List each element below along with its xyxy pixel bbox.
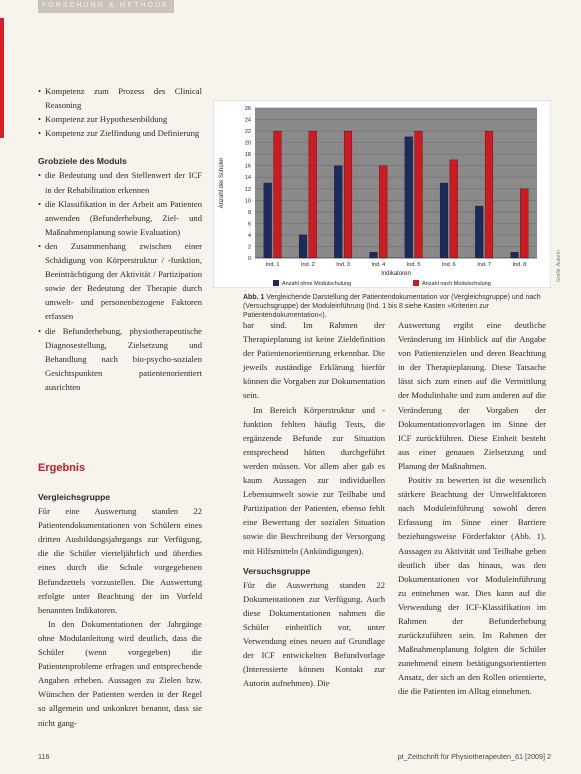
- list-item: • den Zusammenhang zwischen einer Schädigung von Körperstruktur / -funktion, Beeinträchtigung der Aktivität / Partizipation sowie der Bedeutung der Therapie durch umwelt- und personenbezogene Faktoren erfassen: [38, 239, 202, 324]
- plot-background: [255, 108, 537, 258]
- x-tick-label: Ind. 4: [371, 262, 386, 268]
- x-tick-label: Ind. 3: [336, 262, 351, 268]
- x-tick-label: Ind. 8: [512, 262, 527, 268]
- y-tick-label: 8: [247, 209, 251, 216]
- legend-label: Anzahl nach Modulschulung: [422, 281, 491, 287]
- bar: [405, 137, 413, 258]
- y-tick-label: 26: [244, 106, 251, 112]
- goals-heading: Grobziele des Moduls: [38, 156, 127, 167]
- x-tick-label: Ind. 7: [477, 262, 492, 268]
- paragraph: Im Bereich Körperstruktur und -funktion fehlten häufig Tests, die ergänzende Befunde zur Situation entsprechend hätten durchgeführt werden müssen. Vor allem aber gab es kaum Aussagen zur individuellen Lebensumwelt sowie zur Teilhabe und Partizipation der Patienten, ebenso fehlt eine Bewertung der sozialen Situation sowie die Beschreibung der Versorgung mit Hilfsmitteln (Ankündigungen).: [243, 404, 385, 556]
- y-tick-label: 2: [247, 244, 251, 251]
- legend-label: Anzahl ohne Modulschulung: [282, 281, 352, 287]
- list-item: • Kompetenz zur Hypothesenbildung: [38, 112, 202, 126]
- x-tick-label: Ind. 1: [265, 262, 280, 268]
- bar: [450, 160, 458, 258]
- bar: [299, 235, 307, 258]
- y-tick-label: 16: [244, 163, 251, 170]
- bar: [344, 131, 352, 258]
- list-item: • die Klassifikation in der Arbeit am Patienten anwenden (Befunderhebung, Ziel- und Maßnahmenplanung sowie Evaluation): [38, 197, 202, 239]
- x-tick-label: Ind. 5: [406, 262, 421, 268]
- paragraph: Positiv zu bewerten ist die wesentlich stärkere Beachtung der Umweltfaktoren nach Moduleinführung sowohl deren Erfassung im Sinne einer Barriere beziehungsweise Förderfaktor (Abb. 1). Aussagen zu Aktivität und Teilhabe geben deutlich über das hinaus, was den Dokumentationen vor Moduleinführung zu entnehmen war. Dies kann auf die Verwendung der ICF-Klassifikation im Rahmen der Befunderhebung zurückzuführen sein. Im Rahmen der Maßnahmenplanung folgten die Schüler zunehmend einem betätigungsorientierten Ansatz, der sich an den Rollen orientierte, die die Patienten im Alltag einnehmen.: [398, 475, 546, 697]
- accent-bar: [0, 18, 4, 138]
- paragraph: Für eine Auswertung standen 22 Patientendokumentationen von Schülern eines dritten Ausbildungsjahrgangs zur Verfügung, die die Schüler vierteljährlich und überdies eines durch die Schule vorgegebenen Befundzettels vorzustellen. Die Auswertung erfolgte unter Beachtung der im Vorfeld benannten Indikatoren.: [38, 506, 202, 615]
- bar: [440, 183, 448, 258]
- y-tick-label: 20: [244, 140, 251, 147]
- y-axis-label: Anzahl der Schüler: [219, 157, 225, 209]
- list-item: • Kompetenz zur Zielfindung und Definierung: [38, 126, 202, 140]
- left-column-top: [38, 84, 202, 394]
- bar-chart: [213, 100, 551, 288]
- y-tick-label: 22: [244, 129, 251, 136]
- paragraph: Auswertung ergibt eine deutliche Veränderung im Hinblick auf die Angabe von Patientenzielen und deren Beachtung in der Therapieplanung. Diese Tatsache lässt sich zum einen auf die Vermittlung der Modulinhalte und zum anderen auf die Veränderung der Vorgaben der Dokumentationsvorlagen im Sinne der ICF zurückführen. Diese Einheit besteht aus einer genauen Zielsetzung und Planung der Maßnahmen.: [398, 320, 546, 471]
- bar: [264, 183, 272, 258]
- paragraph: Für die Auswertung standen 22 Dokumentationen zur Verfügung. Auch diese Dokumentationen nahmen die Schüler einheitlich vor, unter Verwendung eines neuen auf Grundlage der ICF entwickelten Befundvorlage (Interessierte können Kontakt zur Autorin aufnehmen). Die: [243, 579, 385, 689]
- y-tick-label: 18: [244, 152, 251, 159]
- figure-caption: [243, 294, 551, 320]
- bar: [520, 189, 528, 258]
- page-number: 116: [38, 752, 50, 761]
- bar: [274, 131, 282, 258]
- y-tick-label: 14: [244, 175, 251, 182]
- middle-column: [243, 318, 385, 690]
- x-axis-label: Indikatoren: [381, 271, 411, 277]
- bar: [511, 252, 519, 258]
- subheading: Vergleichsgruppe: [38, 492, 111, 502]
- paragraph: bar sind. Im Rahmen der Therapieplanung ist keine Zieldefinition der Patientenorientierung erkennbar. Die jeweils zuständige Erklärung hierfür können die Vorgaben zur Dokumentation sein.: [243, 320, 385, 401]
- running-header: FORSCHUNG & METHODE: [38, 0, 174, 13]
- list-item: • Kompetenz zum Prozess des Clinical Reasoning: [38, 84, 202, 112]
- y-tick-label: 4: [247, 232, 251, 239]
- y-tick-label: 0: [247, 256, 251, 262]
- goals-list: [38, 168, 202, 394]
- caption-label: Abb. 1: [243, 294, 265, 301]
- paragraph: In den Dokumentationen der Jahrgänge ohne Modulanleitung wird deutlich, dass die Schüler (wenn vorgegeben) die Patientenprobleme erfragen und entsprechende Angaben erheben. Aussagen zu Zielen bzw. Wünschen der Patienten werden in der Regel so allgemein und unkonkret benannt, dass sie nicht gang-: [38, 618, 202, 728]
- x-tick-label: Ind. 2: [300, 262, 315, 268]
- journal-footer: pt_Zeitschrift für Physiotherapeuten_61 [2009] 2: [397, 752, 551, 761]
- caption-text: Vergleichende Darstellung der Patientendokumentation vor (Vergleichsgruppe) und nach (Versuchsgruppe) der Moduleinführung (Ind. 1 bis 8 siehe Kasten »Kriterien zur Patientendokumentation«).: [243, 294, 541, 319]
- bar: [379, 166, 387, 258]
- left-column-bottom: [38, 490, 202, 730]
- y-tick-label: 10: [244, 198, 251, 205]
- bar: [475, 206, 483, 258]
- bar: [334, 166, 342, 258]
- bar: [485, 131, 493, 258]
- image-credit: Grafik: Autorin: [556, 250, 562, 282]
- bar: [309, 131, 317, 258]
- right-column: [398, 318, 546, 699]
- x-tick-label: Ind. 6: [441, 262, 456, 268]
- subheading: Versuchsgruppe: [243, 565, 311, 576]
- section-title: Ergebnis: [38, 462, 86, 474]
- y-tick-label: 12: [244, 186, 251, 193]
- y-tick-label: 24: [244, 117, 251, 124]
- list-item: • die Bedeutung und den Stellenwert der ICF in der Rehabilitation erkennen: [38, 168, 202, 196]
- y-tick-label: 6: [247, 221, 251, 228]
- list-item: • die Befunderhebung, physiotherapeutische Diagnosestellung, Zielsetzung und Behandlung nach bio-psycho-sozialen Gesichtspunkten patientenorientiert ausrichten: [38, 324, 202, 394]
- legend-swatch: [273, 280, 279, 286]
- bar: [415, 131, 423, 258]
- competence-list: [38, 84, 202, 140]
- bar: [370, 252, 378, 258]
- legend-swatch: [413, 280, 419, 286]
